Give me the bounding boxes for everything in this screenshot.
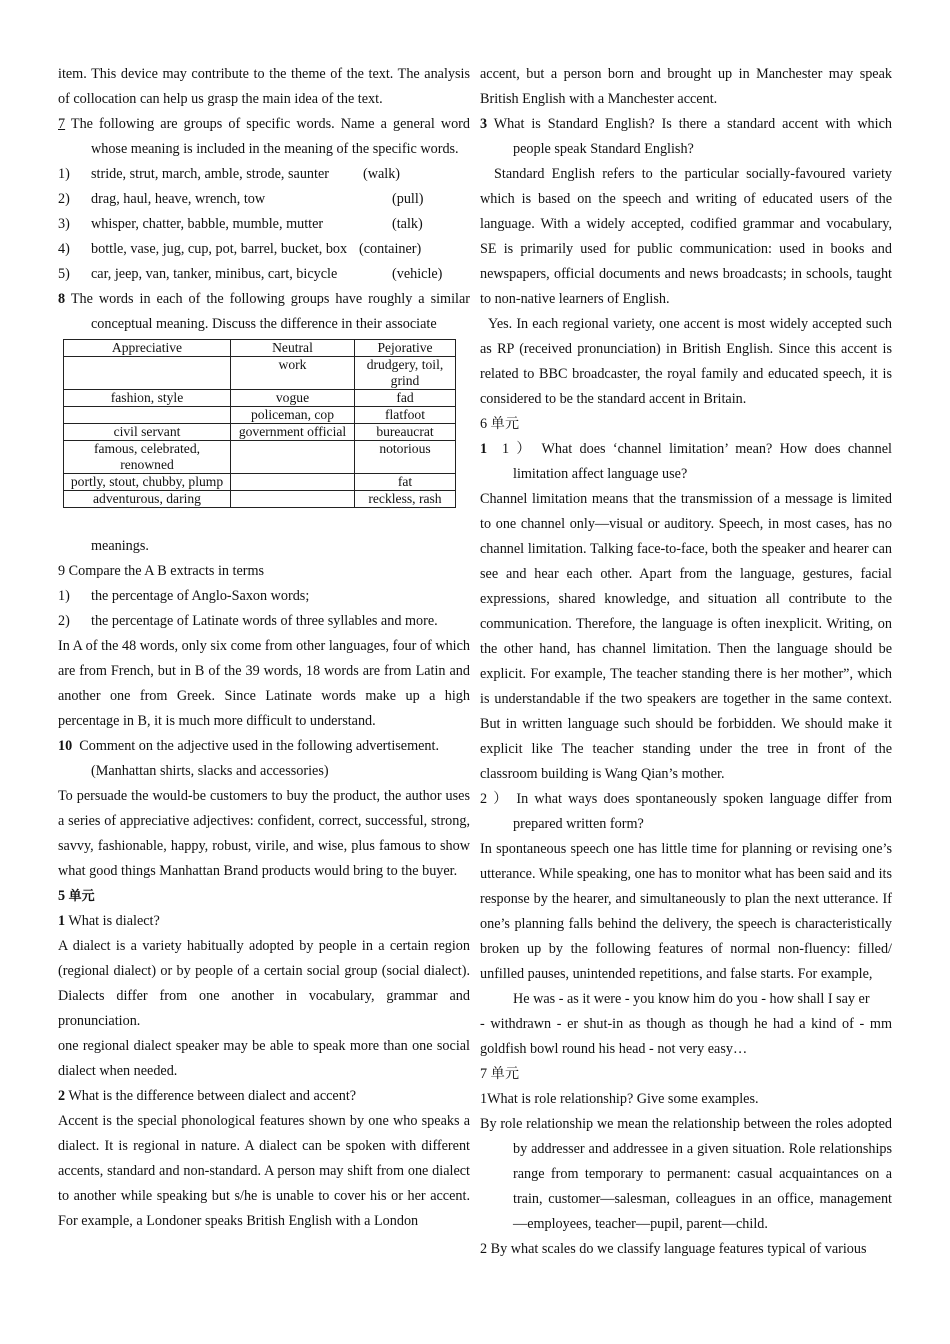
question-3 [480, 112, 892, 162]
table-cell: work [231, 357, 355, 390]
question-3-answer-2: Yes. In each regional variety, one accent is most widely accepted such as RP (received pronunciation) in British English. Since this accent is related to BBC broadcaster, the royal family and educated speech, it is considered to be the standard accent in Britain. [480, 316, 892, 407]
question-3-number: 3 [480, 116, 488, 132]
table-spacer [58, 508, 470, 534]
right-column [480, 62, 892, 1262]
unit-6-question-1: 1 1 ） What does ‘channel limitation’ mean? How does channel limitation affect language use? [480, 441, 892, 482]
table-cell [231, 441, 355, 474]
question-10-answer: To persuade the would-be customers to buy the product, the author uses a series of appreciative adjectives: confident, correct, successful, strong, savvy, fashionable, happy, robust, virile, and wise, plus famous to show what good things Manhattan Brand products would bring to the buyer. [58, 788, 470, 879]
table-row [64, 407, 456, 424]
table-header-row [64, 340, 456, 357]
question-7-text: The following are groups of specific words. Name a general word whose meaning is included in the meaning of the specific words. [70, 116, 470, 157]
table-row [64, 474, 456, 491]
table-cell: drudgery, toil, grind [355, 357, 456, 390]
table-cell: portly, stout, chubby, plump [64, 474, 231, 491]
unit-6-answer-1: Channel limitation means that the transmission of a message is limited to one channel only—visual or auditory. Speech, in most cases, has no channel limitation. Talking face-to-face, both the speaker and hearer can see and hear each other. Apart from the language, gestures, facial expressions, shared knowledge, and situation all contribute to the communication. Therefore, the language is often inexplicit. Writing, on the other hand, has channel limitation. Then the language should be explicit. For example, The teacher standing there is her mother”, which is understandable if the two speakers are together in the same context. But in written language such should be forbidden. We should make it explicit like The teacher standing under the tree in front of the classroom building is Wang Qian’s mother. [480, 491, 892, 782]
unit-7-question-1: 1What is role relationship? Give some examples. [480, 1091, 759, 1107]
question-7-list [58, 162, 470, 287]
table-cell: adventurous, daring [64, 491, 231, 508]
table-cell: fashion, style [64, 390, 231, 407]
table-cell: bureaucrat [355, 424, 456, 441]
question-8 [58, 287, 470, 337]
unit-6-question-2: 2 ） In what ways does spontaneously spoken language differ from prepared written form? [480, 791, 892, 832]
list-item: 1) stride, strut, march, amble, strode, saunter (walk) [58, 166, 401, 182]
unit-5-answer-2: Accent is the special phonological features shown by one who speaks a dialect. It is regional in nature. A dialect can be spoken with different accents, standard and non-standard. A person may shift from one dialect to another while speaking but s/he is unable to cover his or her accent. For example, a Londoner speaks British English with a London [58, 1113, 470, 1229]
question-10-number: 10 [58, 738, 73, 754]
question-8-text: The words in each of the following groups have roughly a similar conceptual meaning. Discuss the difference in their associate [70, 291, 470, 332]
question-9-title: 9 Compare the A B extracts in terms [58, 563, 265, 579]
list-item: 4) bottle, vase, jug, cup, pot, barrel, bucket, box (container) [58, 241, 422, 257]
table-cell: policeman, cop [231, 407, 355, 424]
example-quote-line-1: He was - as it were - you know him do you - how shall I say er [513, 991, 870, 1007]
table-cell: government official [231, 424, 355, 441]
unit-6-answer-2: In spontaneous speech one has little time for planning or revising one’s utterance. While speaking, one has to monitor what has been said and its response by the hearer, and simultaneously to plan the next utterance. If one’s planning falls behind the delivery, the speech is characteristically broken up by the following features of normal non-fluency: filled/ unfilled pauses, unintended repetitions, and false starts. For example, [480, 841, 892, 982]
list-item: 5) car, jeep, van, tanker, minibus, cart, bicycle (vehicle) [58, 266, 443, 282]
table-row [64, 424, 456, 441]
question-8-tail: meanings. [91, 538, 149, 554]
question-10 [58, 734, 470, 759]
list-item: 3) whisper, chatter, babble, mumble, mutter (talk) [58, 216, 423, 232]
list-item: 2) the percentage of Latinate words of three syllables and more. [58, 613, 438, 629]
unit-5-answer-1b: one regional dialect speaker may be able to speak more than one social dialect when needed. [58, 1038, 470, 1079]
question-10-sub: (Manhattan shirts, slacks and accessories) [91, 763, 329, 779]
list-item: 2) drag, haul, heave, wrench, tow (pull) [58, 191, 424, 207]
table-cell [64, 357, 231, 390]
unit-5-answer-1: A dialect is a variety habitually adopted by people in a certain region (regional dialect) or by people of a certain social group (social dialect). Dialects differ from one another in vocabulary, grammar and pronunciation. [58, 938, 470, 1029]
table-row [64, 441, 456, 474]
question-10-text: Comment on the adjective used in the following advertisement. [79, 738, 440, 754]
unit-7-question-2: 2 By what scales do we classify language features typical of various [480, 1241, 867, 1257]
table-cell: notorious [355, 441, 456, 474]
list-item: 1) the percentage of Anglo-Saxon words; [58, 588, 310, 604]
table-cell: fad [355, 390, 456, 407]
table-cell: reckless, rash [355, 491, 456, 508]
table-cell: flatfoot [355, 407, 456, 424]
unit-5-heading: 5 单元 [58, 888, 95, 904]
question-3-text: What is Standard English? Is there a standard accent with which people speak Standard English? [493, 116, 892, 157]
table-cell: civil servant [64, 424, 231, 441]
question-7-number: 7 [58, 116, 66, 132]
left-column [58, 62, 470, 1234]
column-header: Pejorative [355, 340, 456, 357]
question-8-number: 8 [58, 291, 66, 307]
column-header: Neutral [231, 340, 355, 357]
column-header: Appreciative [64, 340, 231, 357]
continued-paragraph: accent, but a person born and brought up in Manchester may speak British English with a Manchester accent. [480, 66, 892, 107]
unit-7-answer-1: By role relationship we mean the relationship between the roles adopted by addresser and addressee in a given situation. Role relationships range from temporary to permanent: casual acquaintances on a train, customer—salesman, colleagues in an office, management—employees, teacher—pupil, parent—child. [480, 1116, 892, 1232]
table-cell: vogue [231, 390, 355, 407]
question-3-answer-1: Standard English refers to the particular socially-favoured variety which is based on the speech and writing of educated users of the language. With a widely accepted, codified grammar and vocabulary, SE is primarily used for public communication: used in books and newspapers, official documents and news broadcasts; in schools, taught to non-native learners of English. [480, 166, 892, 307]
example-quote-line-2: - withdrawn - er shut-in as though as though he had a kind of - mm goldfish bowl round his head - not very easy… [480, 1016, 892, 1057]
intro-paragraph: item. This device may contribute to the theme of the text. The analysis of collocation can help us grasp the main idea of the text. [58, 66, 470, 107]
table-cell [64, 407, 231, 424]
unit-7-heading: 7 单元 [480, 1066, 520, 1082]
associative-meaning-table [63, 339, 456, 508]
unit-6-heading: 6 单元 [480, 416, 520, 432]
table-cell [231, 474, 355, 491]
unit-5-question-1: 1 What is dialect? [58, 913, 160, 929]
table-row [64, 357, 456, 390]
table-cell: famous, celebrated, renowned [64, 441, 231, 474]
question-9-answer: In A of the 48 words, only six come from other languages, four of which are from French, but in B of the 39 words, 18 words are from Latin and another one from Greek. Since Latinate words make up a high percentage in B, it is much more difficult to understand. [58, 638, 470, 729]
table-cell: fat [355, 474, 456, 491]
unit-5-question-2: 2 What is the difference between dialect and accent? [58, 1088, 357, 1104]
table-cell [231, 491, 355, 508]
table-row [64, 390, 456, 407]
table-row [64, 491, 456, 508]
question-7 [58, 112, 470, 162]
